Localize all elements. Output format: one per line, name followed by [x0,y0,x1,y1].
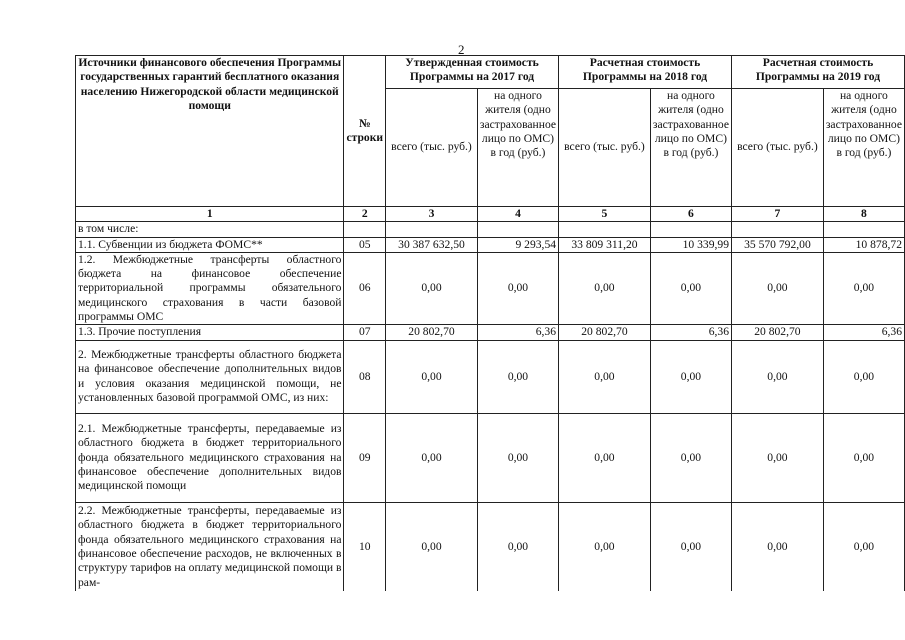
column-index: 2 [344,207,386,222]
subheader-total: всего (тыс. руб.) [732,89,824,207]
cell-value: 0,00 [823,502,904,591]
cell-value: 0,00 [559,502,651,591]
column-index-row [76,207,905,222]
cell-value: 33 809 311,20 [559,237,651,252]
row-number: 07 [344,325,386,340]
cell-value: 0,00 [650,340,731,413]
cell-value [732,222,824,237]
row-number: 08 [344,340,386,413]
cell-value: 0,00 [559,252,651,324]
row-name: 2. Межбюджетные трансферты областного бюджета на финансовое обеспечение дополнительных видов и условия оказания медицинской помощи, не установленных базовой программой ОМС, из них: [76,340,344,413]
cell-value: 0,00 [477,413,558,502]
cell-value: 0,00 [732,502,824,591]
column-index: 6 [650,207,731,222]
row-number [344,222,386,237]
cell-value: 20 802,70 [559,325,651,340]
table-row [76,502,905,591]
cell-value: 10 339,99 [650,237,731,252]
column-index: 4 [477,207,558,222]
row-name: 1.1. Субвенции из бюджета ФОМС** [76,237,344,252]
cell-value: 35 570 792,00 [732,237,824,252]
cell-value [559,222,651,237]
header-group-2017: Утвержденная стоимость Программы на 2017 год [386,56,559,89]
row-number: 09 [344,413,386,502]
cell-value: 6,36 [477,325,558,340]
subheader-total: всего (тыс. руб.) [386,89,478,207]
cell-value [823,222,904,237]
cell-value: 0,00 [386,252,478,324]
row-number: 05 [344,237,386,252]
header-source: Источники финансового обеспечения Программы государственных гарантий бесплатного оказания населению Нижегородской области медицинской помощи [76,56,344,207]
cell-value: 20 802,70 [732,325,824,340]
header-group-2019: Расчетная стоимость Программы на 2019 год [732,56,905,89]
cell-value: 0,00 [823,413,904,502]
cell-value: 0,00 [732,413,824,502]
cell-value: 6,36 [650,325,731,340]
column-index: 5 [559,207,651,222]
cell-value: 20 802,70 [386,325,478,340]
row-name: 2.2. Межбюджетные трансферты, передаваемые из областного бюджета в бюджет территориального фонда обязательного медицинского страхования на финансовое обеспечение расходов, не включенных в структуру тарифов на оплату медицинской помощи в рам- [76,502,344,591]
row-number: 10 [344,502,386,591]
cell-value: 0,00 [477,252,558,324]
cell-value [650,222,731,237]
subheader-total: всего (тыс. руб.) [559,89,651,207]
subheader-per-capita: на одного жителя (одно застрахованное лицо по ОМС) в год (руб.) [477,89,558,207]
cell-value: 0,00 [650,413,731,502]
cell-value: 30 387 632,50 [386,237,478,252]
table-row [76,325,905,340]
column-index: 8 [823,207,904,222]
table-row [76,413,905,502]
subheader-per-capita: на одного жителя (одно застрахованное лицо по ОМС) в год (руб.) [823,89,904,207]
column-index: 1 [76,207,344,222]
table-row [76,252,905,324]
cell-value: 0,00 [559,413,651,502]
table-row [76,222,905,237]
cell-value: 0,00 [732,252,824,324]
cell-value: 6,36 [823,325,904,340]
header-group-2018: Расчетная стоимость Программы на 2018 год [559,56,732,89]
cell-value: 0,00 [650,252,731,324]
page-number: 2 [458,42,465,57]
table-row [76,340,905,413]
cell-value: 0,00 [650,502,731,591]
column-index: 3 [386,207,478,222]
column-index: 7 [732,207,824,222]
cell-value: 0,00 [386,502,478,591]
cell-value: 0,00 [477,340,558,413]
table-row [76,237,905,252]
row-number: 06 [344,252,386,324]
cell-value: 0,00 [823,252,904,324]
cell-value: 0,00 [386,413,478,502]
cell-value: 0,00 [386,340,478,413]
cell-value: 0,00 [477,502,558,591]
cell-value [477,222,558,237]
cell-value: 0,00 [823,340,904,413]
cell-value: 10 878,72 [823,237,904,252]
row-name: 1.2. Межбюджетные трансферты областного бюджета на финансовое обеспечение территориальной программы обязательного медицинского страхования в части базовой программы ОМС [76,252,344,324]
header-row-number: № строки [344,56,386,207]
cell-value: 0,00 [559,340,651,413]
subheader-per-capita: на одного жителя (одно застрахованное лицо по ОМС) в год (руб.) [650,89,731,207]
cell-value: 9 293,54 [477,237,558,252]
row-name: в том числе: [76,222,344,237]
cell-value: 0,00 [732,340,824,413]
row-name: 1.3. Прочие поступления [76,325,344,340]
financing-table [75,55,905,591]
cell-value [386,222,478,237]
row-name: 2.1. Межбюджетные трансферты, передаваемые из областного бюджета в бюджет территориального фонда обязательного медицинского страхования на финансовое обеспечение дополнительных видов медицинской помощи [76,413,344,502]
